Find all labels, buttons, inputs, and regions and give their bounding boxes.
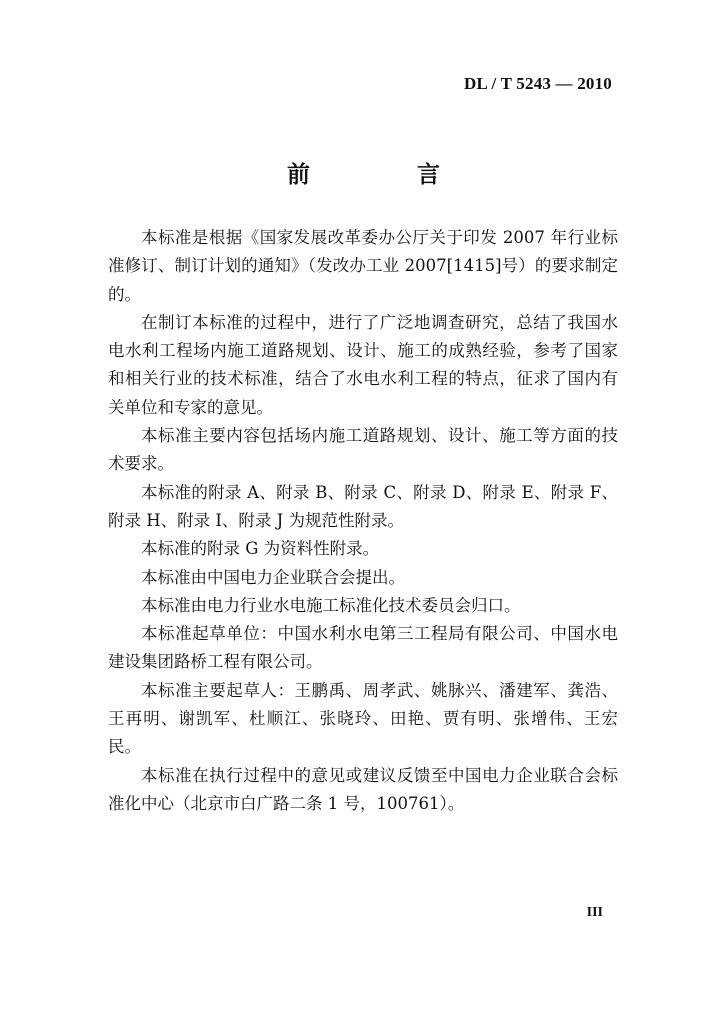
- standard-code: DL / T 5243 — 2010: [464, 74, 612, 93]
- paragraph-normative-annex: 本标准的附录 A、附录 B、附录 C、附录 D、附录 E、附录 F、附录 H、附录 I、附录 J 为规范性附录。: [108, 482, 618, 530]
- paragraph-informative-annex: 本标准的附录 G 为资料性附录。: [141, 539, 380, 559]
- paragraph-drafting-units: 本标准起草单位：中国水利水电第三工程局有限公司、中国水电建设集团路桥工程有限公司。: [108, 624, 618, 672]
- preface-body: [108, 224, 618, 818]
- page-number: III: [586, 905, 603, 920]
- paragraph-content: 本标准主要内容包括场内施工道路规划、设计、施工等方面的技术要求。: [108, 426, 618, 474]
- paragraph-process: 在制订本标准的过程中，进行了广泛地调查研究，总结了我国水电水利工程场内施工道路规划、设计、施工的成熟经验，参考了国家和相关行业的技术标准，结合了水电水利工程的特点，征求了国内有关单位和专家的意见。: [108, 312, 618, 417]
- paragraph-proposer: 本标准由中国电力企业联合会提出。: [141, 567, 405, 587]
- paragraph-feedback: 本标准在执行过程中的意见或建议反馈至中国电力企业联合会标准化中心（北京市白广路二条 1 号，100761）。: [108, 765, 618, 813]
- paragraph-administrator: 本标准由电力行业水电施工标准化技术委员会归口。: [141, 595, 521, 615]
- page-title: 前 言: [287, 161, 482, 188]
- paragraph-basis: 本标准是根据《国家发展改革委办公厅关于印发 2007 年行业标准修订、制订计划的通知》（发改办工业 2007[1415]号）的要求制定的。: [108, 228, 618, 304]
- paragraph-drafters: 本标准主要起草人：王鹏禹、周孝武、姚脉兴、潘建军、龚浩、王再明、谢凯军、杜顺江、张晓玲、田艳、贾有明、张增伟、王宏民。: [108, 680, 618, 757]
